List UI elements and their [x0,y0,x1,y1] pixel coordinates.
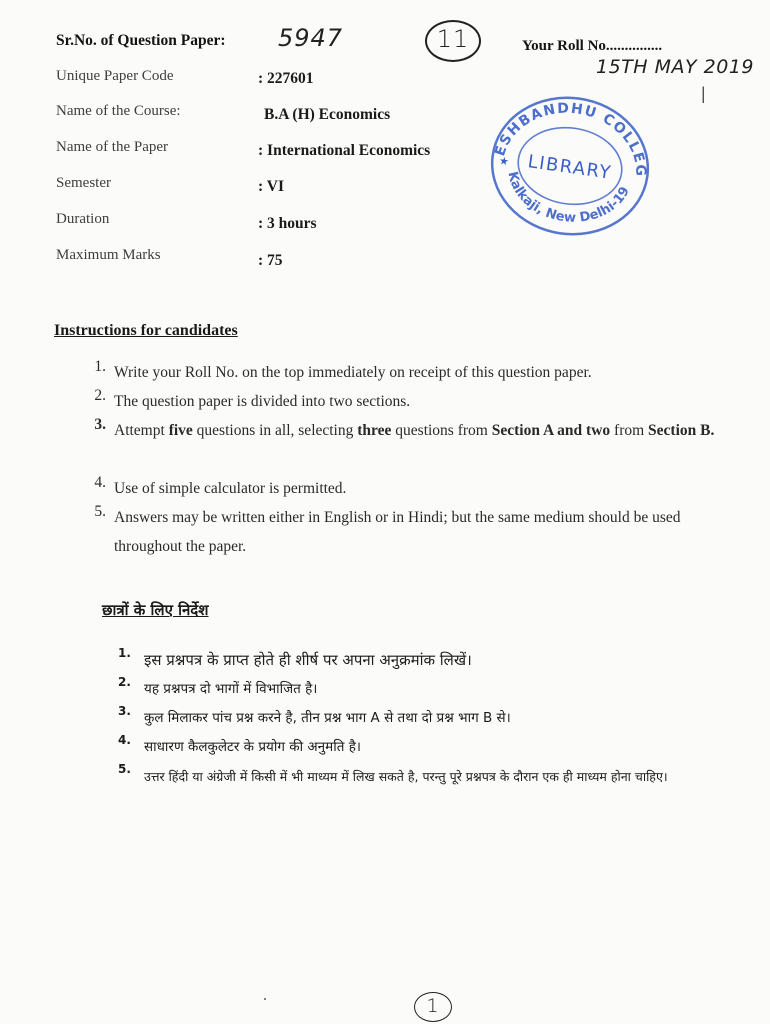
detail-label: Duration [56,211,110,227]
item-number: 5. [118,762,131,776]
detail-value: : 3 hours [258,215,317,232]
item-text-bold: Section A and two [491,422,611,439]
sr-no-value: 5947 [278,24,344,52]
library-stamp [485,92,655,240]
item-number: 4. [94,474,106,491]
detail-label: Unique Paper Code [56,68,174,84]
item-text: The question paper is divided into two sections. [114,393,411,410]
detail-label: Semester [56,175,111,191]
sr-no-label: Sr.No. of Question Paper: [56,32,226,49]
item-text: उत्तर हिंदी या अंग्रेजी में किसी में भी माध्यम में लिख सकते है, परन्तु पूरे प्रश्नपत्र के दौरान एक ही माध्यम होना चाहिए। [144,769,668,784]
item-number: 5. [94,503,106,520]
item-text: इस प्रश्नपत्र के प्राप्त होते ही शीर्ष पर अपना अनुक्रमांक लिखें। [144,651,472,669]
item-number: 1. [94,358,106,375]
detail-label: Name of the Course: [56,103,181,119]
roll-no-label: Your Roll No............... [522,38,663,54]
item-text: Use of simple calculator is permitted. [114,480,347,497]
item-text [114,416,750,445]
item-number: 3. [118,704,131,718]
item-number: 3. [94,416,106,433]
detail-value: B.A (H) Economics [264,106,391,123]
item-text: यह प्रश्नपत्र दो भागों में विभाजित है। [144,681,318,697]
detail-value: : VI [258,178,284,195]
stamp-arc-top: DESHBANDHU COLLEGE [492,100,649,178]
stamp-star-icon: ★ [498,154,510,169]
item-text: साधारण कैलकुलेटर के प्रयोग की अनुमति है। [144,739,362,755]
item-text-bold: five [168,422,193,439]
item-text: Write your Roll No. on the top immediately on receipt of this question paper. [114,364,592,381]
detail-label: Maximum Marks [56,247,161,263]
item-text-bold: three [357,422,392,439]
item-text: Answers may be written either in English or in Hindi; but the same medium should be used throughout the paper. [114,509,681,555]
item-text: कुल मिलाकर पांच प्रश्न करने है, तीन प्रश्न भाग A से तथा दो प्रश्न भाग B से। [144,710,511,726]
detail-value: : 227601 [258,70,314,87]
item-number: 4. [118,733,131,747]
stamp-graphic [485,92,655,240]
item-text-part: from [610,422,649,439]
circled-number [425,20,481,62]
instructions-title: Instructions for candidates [54,322,238,339]
handwritten-numeral: I [700,84,708,109]
speck [264,998,266,1000]
item-number: 2. [94,387,106,404]
page-number: 1 [426,995,440,1017]
page-number-circle [414,992,452,1022]
circled-number-text: 11 [436,25,470,53]
detail-label: Name of the Paper [56,139,169,155]
stamp-center: LIBRARY [526,151,614,184]
item-text-part: questions in all, selecting [192,422,358,439]
stamp-arc-bottom: Kalkaji, New Delhi-19 [504,170,633,226]
item-text-part: questions from [391,422,492,439]
detail-value: : 75 [258,252,283,269]
item-number: 1. [118,646,131,660]
detail-value: : International Economics [258,142,431,159]
item-text-part: Attempt [114,422,169,439]
item-number: 2. [118,675,131,689]
item-text-bold: Section B. [648,422,715,439]
hindi-instructions-title: छात्रों के लिए निर्देश [102,601,209,619]
handwritten-date: 15TH MAY 2019 [596,56,754,78]
